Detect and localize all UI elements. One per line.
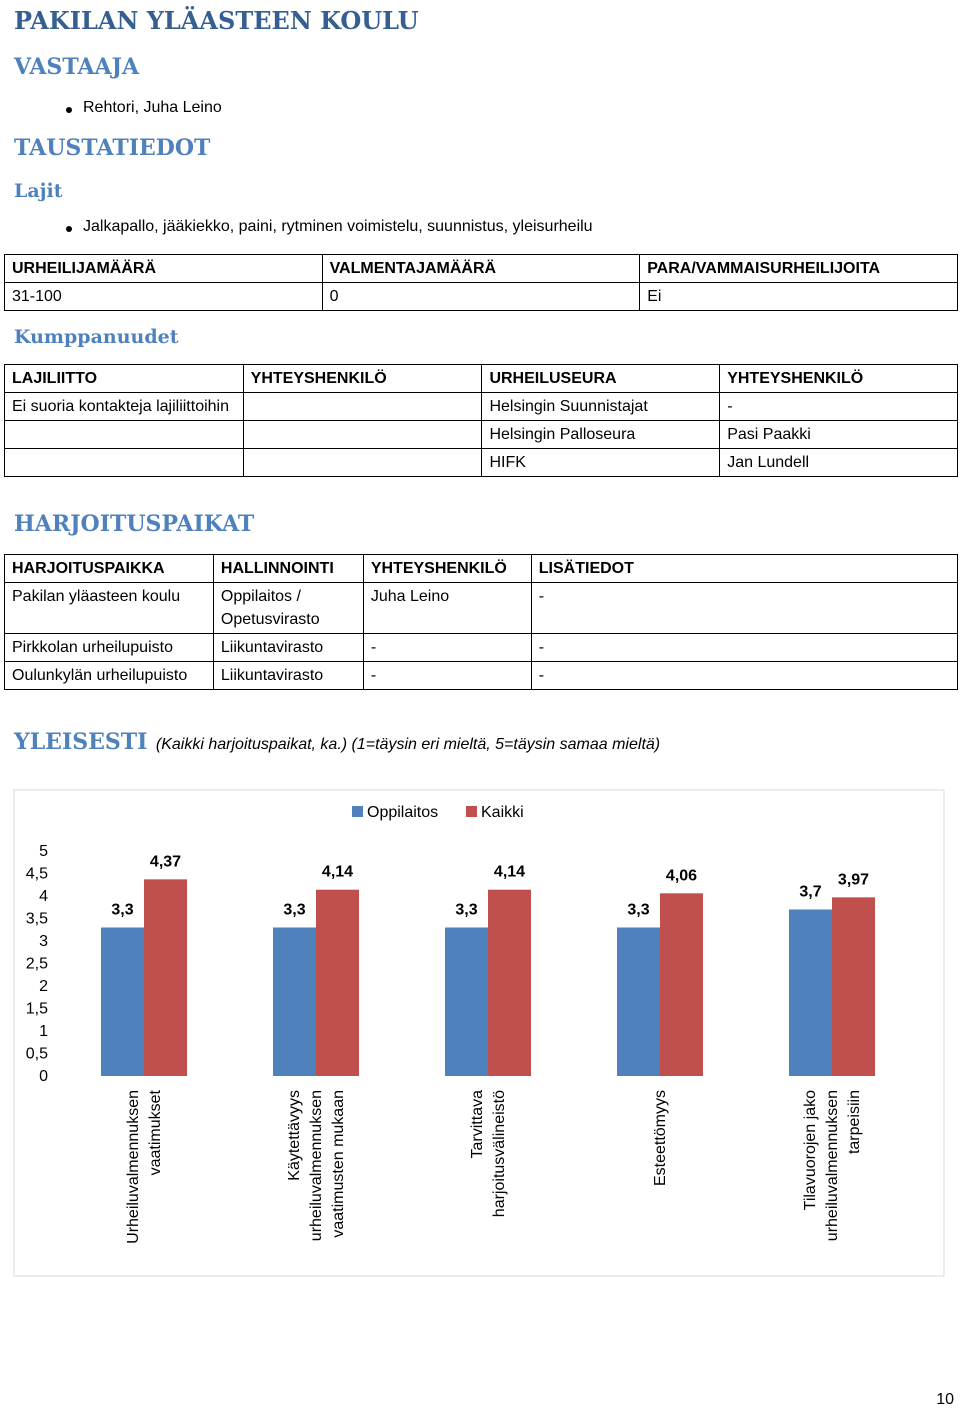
y-tick-label: 3,5: [25, 910, 48, 928]
table-cell: -: [531, 583, 957, 634]
table-row: [5, 393, 958, 421]
background-heading: TAUSTATIEDOT: [14, 135, 211, 161]
data-label: 3,3: [283, 901, 306, 919]
legend-label: Oppilaitos: [367, 804, 439, 821]
category-label: Esteettömyys: [652, 1090, 669, 1187]
y-tick-label: 5: [39, 843, 48, 860]
table-cell: [5, 421, 244, 449]
school-title: PAKILAN YLÄASTEEN KOULU: [14, 6, 419, 35]
sports-heading: Lajit: [14, 180, 63, 202]
bar: [832, 897, 875, 1076]
category-label: urheiluvalmennuksen: [824, 1090, 841, 1242]
bar: [617, 928, 660, 1077]
bar-chart: [0, 780, 960, 1280]
table-cell: [243, 421, 482, 449]
y-tick-label: 3: [39, 933, 48, 950]
venues-table: [4, 554, 958, 690]
table-cell: Helsingin Suunnistajat: [482, 393, 720, 421]
y-tick-label: 0,5: [25, 1045, 48, 1063]
table-cell: -: [363, 662, 531, 690]
bar: [660, 893, 703, 1076]
athlete-count: 31-100: [5, 283, 323, 311]
venues-header: HARJOITUSPAIKKA: [5, 555, 214, 583]
category-label: tarpeisiin: [846, 1090, 863, 1155]
bar: [144, 879, 187, 1076]
partners-heading: Kumppanuudet: [14, 326, 179, 348]
table-cell: Liikuntavirasto: [213, 662, 363, 690]
partners-table: [4, 364, 958, 477]
bar: [488, 890, 531, 1076]
y-tick-label: 1,5: [25, 1000, 48, 1018]
venues-header: HALLINNOINTI: [213, 555, 363, 583]
legend-swatch: [466, 806, 477, 817]
counts-header: PARA/VAMMAISURHEILIJOITA: [640, 255, 958, 283]
y-tick-label: 1: [39, 1023, 48, 1040]
data-label: 3,3: [111, 901, 134, 919]
data-label: 3,3: [455, 901, 478, 919]
table-cell: [243, 393, 482, 421]
table-cell: Pasi Paakki: [720, 421, 958, 449]
respondent-heading: VASTAAJA: [14, 54, 140, 80]
category-label: urheiluvalmennuksen: [308, 1090, 325, 1242]
counts-header: VALMENTAJAMÄÄRÄ: [322, 255, 640, 283]
y-tick-label: 2: [39, 978, 48, 995]
venues-header: YHTEYSHENKILÖ: [363, 555, 531, 583]
table-row: [5, 583, 958, 634]
table-cell: Pirkkolan urheilupuisto: [5, 634, 214, 662]
partners-header: YHTEYSHENKILÖ: [243, 365, 482, 393]
counts-header: URHEILIJAMÄÄRÄ: [5, 255, 323, 283]
y-tick-label: 4,5: [25, 865, 48, 883]
category-label: Tarvittava: [469, 1090, 486, 1159]
table-cell: -: [720, 393, 958, 421]
data-label: 4,14: [321, 863, 354, 881]
table-cell: -: [531, 662, 957, 690]
table-cell: [5, 449, 244, 477]
table-cell: Juha Leino: [363, 583, 531, 634]
partners-header: URHEILUSEURA: [482, 365, 720, 393]
table-cell: -: [363, 634, 531, 662]
table-cell: -: [531, 634, 957, 662]
table-cell: Liikuntavirasto: [213, 634, 363, 662]
counts-table: [4, 254, 958, 311]
table-cell: HIFK: [482, 449, 720, 477]
data-label: 3,97: [837, 871, 870, 889]
table-cell: Pakilan yläasteen koulu: [5, 583, 214, 634]
bar: [316, 890, 359, 1076]
bullet-icon: [66, 226, 72, 232]
legend-swatch: [352, 806, 363, 817]
category-label: Urheiluvalmennuksen: [125, 1090, 142, 1244]
general-heading-row: [14, 729, 660, 755]
bar: [273, 928, 316, 1077]
y-tick-label: 2,5: [25, 955, 48, 973]
page-number: 10: [936, 1391, 954, 1408]
data-label: 4,06: [665, 867, 698, 885]
category-label: harjoitusvälineistö: [491, 1090, 508, 1218]
partners-header: LAJILIITTO: [5, 365, 244, 393]
table-row: [5, 449, 958, 477]
table-row: [5, 634, 958, 662]
table-cell: [243, 449, 482, 477]
bar: [789, 910, 832, 1077]
table-cell: Oulunkylän urheilupuisto: [5, 662, 214, 690]
partners-header: YHTEYSHENKILÖ: [720, 365, 958, 393]
category-label: Tilavuorojen jako: [802, 1090, 819, 1211]
legend-label: Kaikki: [481, 804, 524, 821]
data-label: 3,7: [799, 883, 822, 901]
data-label: 4,37: [149, 853, 182, 871]
category-label: Käytettävyys: [286, 1090, 303, 1181]
y-tick-label: 0: [39, 1068, 48, 1085]
table-cell: Helsingin Palloseura: [482, 421, 720, 449]
table-cell: Jan Lundell: [720, 449, 958, 477]
data-label: 3,3: [627, 901, 650, 919]
bar: [101, 928, 144, 1077]
respondent-text: Rehtori, Juha Leino: [83, 99, 222, 116]
general-note: (Kaikki harjoituspaikat, ka.) (1=täysin eri mieltä, 5=täysin samaa mieltä): [155, 736, 661, 753]
y-tick-label: 4: [39, 888, 48, 905]
bar: [445, 928, 488, 1077]
coach-count: 0: [322, 283, 640, 311]
para-athletes: Ei: [640, 283, 958, 311]
category-label: vaatimusten mukaan: [330, 1090, 347, 1238]
table-row: [5, 662, 958, 690]
table-cell: Ei suoria kontakteja lajiliittoihin: [5, 393, 244, 421]
table-cell: Oppilaitos / Opetusvirasto: [213, 583, 363, 634]
data-label: 4,14: [493, 863, 526, 881]
category-label: vaatimukset: [147, 1090, 164, 1176]
venues-heading: HARJOITUSPAIKAT: [14, 511, 255, 537]
general-heading: YLEISESTI: [14, 729, 148, 755]
table-row: [5, 421, 958, 449]
bullet-icon: [66, 107, 72, 113]
venues-header: LISÄTIEDOT: [531, 555, 957, 583]
sports-text: Jalkapallo, jääkiekko, paini, rytminen voimistelu, suunnistus, yleisurheilu: [83, 218, 593, 235]
